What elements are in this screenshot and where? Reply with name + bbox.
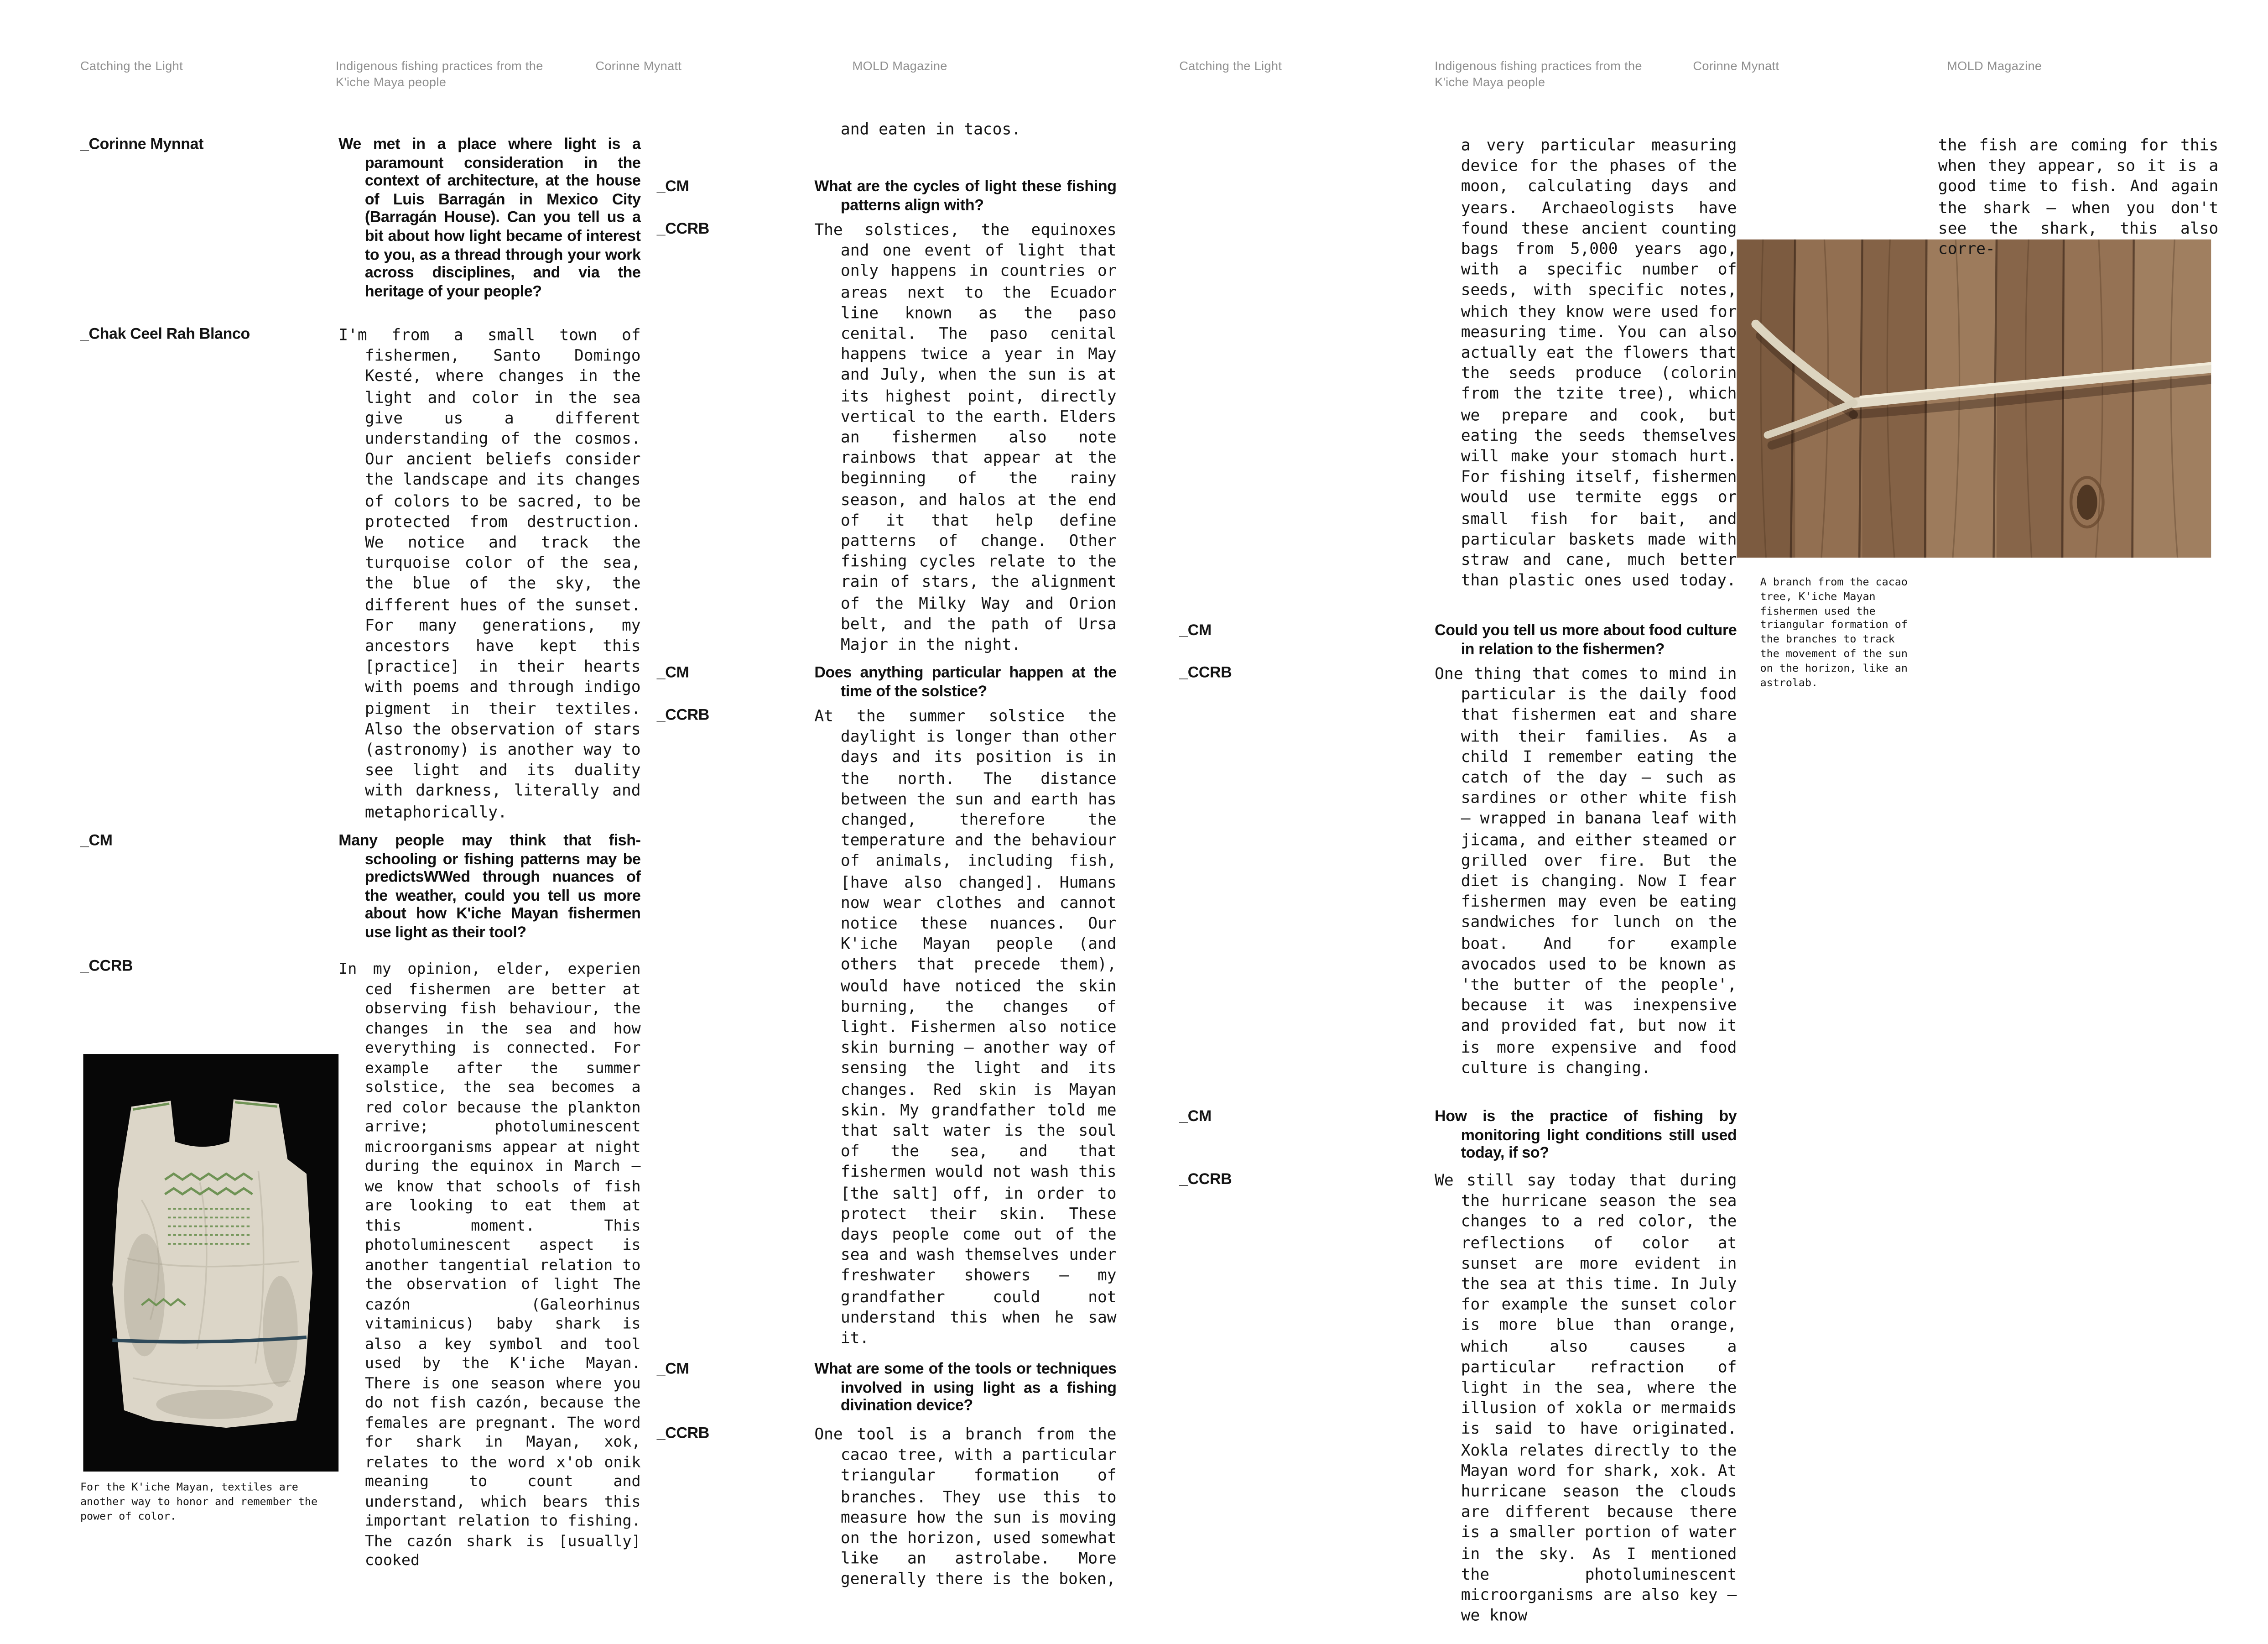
answer-6: One thing that comes to mind in particular is the daily food that fishermen eat and share with their families. As a child I remember eating the catch of the day – such as sardines or other white fish – wrapped in banana leaf with jicama, and either steamed or grilled over fire. But the diet is changing. Now I fear fishermen may even be eating sandwiches for lunch on the boat. And for example avocados used to be known as 'the butter of the people', because it was inexpensive and provided fat, but now it is more expensive and food culture is changing. [1435, 664, 1737, 1077]
answer-4: At the summer solstice the daylight is longer than other days and its position is in the north. The distance between the sun and earth has changed, therefore the temperature and the behaviour of animals, including fish, [have also changed]. Humans now wear clothes and cannot notice these nuances. Our K'iche Mayan people (and others that precede them), would have noticed the skin burning, the changes of light. Fishermen also notice skin burning – another way of sensing the light and its changes. Red skin is Mayan skin. My grandfather told me that salt water is the soul of the sea, and that fishermen would not wash this [the salt] off, in order to protect their skin. These days people come out of the sea and wash themselves under freshwater showers – my grandfather could not understand this when he saw it. [814, 706, 1117, 1348]
question-3: What are the cycles of light these fishing patterns align with? [814, 178, 1117, 214]
textile-photo-svg [83, 1054, 338, 1472]
question-4: Does anything particular happen at the time of the solstice? [814, 664, 1117, 700]
running-head-subtitle: Indigenous fishing practices from the K'iche Maya people [1435, 58, 1642, 89]
answer-2-part-2: and eaten in tacos. [840, 120, 1021, 139]
answer-3: The solstices, the equinoxes and one event of light that only happens in countries or areas next to the Ecuador line known as the paso cenital. The paso cenital happens twice a year in May and July, when the sun is at its highest point, directly vertical to the earth. Elders an fishermen also note rainbows that appear at the beginning of the rainy season, and halos at the end of it that help define patterns of change. Other fishing cycles relate to the rain of stars, the alignment of the Milky Way and Orion belt, and the path of Ursa Major in the night. [814, 220, 1117, 654]
question-6: Could you tell us more about food culture in relation to the fishermen? [1435, 621, 1737, 658]
speaker-label-cm: _CM [656, 178, 689, 196]
wood-planks [1737, 240, 2211, 558]
answer-1: I'm from a small town of fishermen, Santo Domingo Kesté, where changes in the light and color in the sea give us a different understanding of the cosmos. Our ancient beliefs consider the landscape and its changes of colors to be sacred, to be protected from destruction. We notice and track the turquoise color of the sea, the blue of the sky, the different hues of the sunset. For many generations, my ancestors have kept this [practice] in their hearts with poems and through indigo pigment in their textiles. Also the observation of stars (astronomy) is another way to see light and its duality with darkness, literally and metaphorically. [338, 325, 641, 822]
branch-photo [1737, 240, 2211, 558]
answer-7-part-2: the fish are coming for this when they appear, so it is a good time to fish. And again the shark – when you don't see the shark, this also corre- [1938, 136, 2219, 259]
speaker-label-ccrb: _CCRB [656, 706, 709, 724]
running-head-author: Corinne Mynatt [1693, 58, 1779, 73]
answer-5-part-1: One tool is a branch from the cacao tree, with a particular triangular formation of branches. They use this to measure how the sun is moving on the horizon, used somewhat like an astrolabe. More generally there is the boken, [814, 1425, 1117, 1589]
textile-caption: For the K'iche Mayan, textiles are another way to honor and remember the power of color. [80, 1480, 318, 1522]
answer-5-part-2: a very particular measuring device for the phases of the moon, calculating days and years. Archaeologists have found these ancient counting bags from 5,000 years ago, with a specific number of seeds, with specific notes, which they know were used for measuring time. You can also actually eat the flowers that the seeds produce (colorin from the tzite tree), which we prepare and cook, but eating the seeds themselves will make your stomach hurt. For fishing itself, fishermen would use termite eggs or small fish for bait, and particular baskets made with straw and cane, much better than plastic ones used today. [1461, 136, 1737, 590]
answer-7-part-1: We still say today that during the hurricane season the sea changes to a red color, the reflections of color at sunset are more evident in the sea at this time. In July for example the sunset color is more blue than orange, which also causes a particular refraction of light in the sea, where the illusion of xokla or mermaids is said to have originated. Xokla relates directly to the Mayan word for shark, xok. At hurricane season the clouds are different because there is a smaller portion of water in the sky. As I mentioned the photoluminescent microorganisms are also key – we know [1435, 1170, 1737, 1625]
running-head-author: Corinne Mynatt [595, 58, 682, 73]
running-head-magazine: MOLD Magazine [1947, 58, 2042, 73]
textile-photo [83, 1054, 338, 1472]
speaker-label-interviewer: _Corinne Mynnat [80, 136, 204, 153]
speaker-label-ccrb: _CCRB [1179, 1170, 1232, 1189]
speaker-label-cm: _CM [656, 1360, 689, 1378]
running-head-article-title: Catching the Light [1179, 58, 1282, 73]
question-5: What are some of the tools or techniques involved in using light as a fishing divination device? [814, 1360, 1117, 1415]
speaker-label-ccrb: _CCRB [1179, 664, 1232, 682]
speaker-label-interviewee: _Chak Ceel Rah Blanco [80, 325, 250, 343]
speaker-label-cm: _CM [1179, 621, 1212, 640]
branch-caption: A branch from the cacao tree, K'iche Mayan fishermen used the triangular formation of the branches to track the movement of the sun on the horizon, like an astrolab. [1760, 575, 1908, 689]
speaker-label-cm: _CM [80, 832, 113, 850]
question-1: We met in a place where light is a paramount consideration in the context of architecture, at the house of Luis Barragán in Mexico City (Barragán House). Can you tell us a bit about how light became of interest to you, as a thread through your work across disciplines, and via the heritage of your people? [338, 136, 641, 301]
running-head-article-title: Catching the Light [80, 58, 183, 73]
speaker-label-ccrb: _CCRB [656, 1425, 709, 1443]
answer-2-part-1: In my opinion, elder, experien ced fishermen are better at observing fish behaviour, the changes in the sea and how everything is connected. For example after the summer solstice, the sea becomes a red color because the plankton arrive; photoluminescent microorganisms appear at night during the equinox in March – we know that schools of fish are looking to eat them at this moment. This photoluminescent aspect is another tangential relation to the observation of light The cazón (Galeorhinus vitaminicus) baby shark is also a key symbol and tool used by the K'iche Mayan. There is one season where you do not fish cazón, because the females are pregnant. The word for shark in Mayan, xok, relates to the word x'ob onik meaning to count and understand, which bears this important relation to fishing. The cazón shark is [usually] cooked [338, 960, 641, 1570]
branch-photo-svg [1737, 240, 2211, 558]
speaker-label-cm: _CM [1179, 1108, 1212, 1126]
question-2: Many people may think that fish-schooling or fishing patterns may be predictsWWed through nuances of the weather, could you tell us more about how K'iche Mayan fishermen use light as their tool? [338, 832, 641, 942]
speaker-label-ccrb: _CCRB [80, 957, 133, 976]
running-head-magazine: MOLD Magazine [852, 58, 947, 73]
speaker-label-ccrb: _CCRB [656, 220, 709, 238]
speaker-label-cm: _CM [656, 664, 689, 682]
running-head-subtitle: Indigenous fishing practices from the K'iche Maya people [335, 58, 543, 89]
question-7: How is the practice of fishing by monitoring light conditions still used today, if so? [1435, 1108, 1737, 1163]
